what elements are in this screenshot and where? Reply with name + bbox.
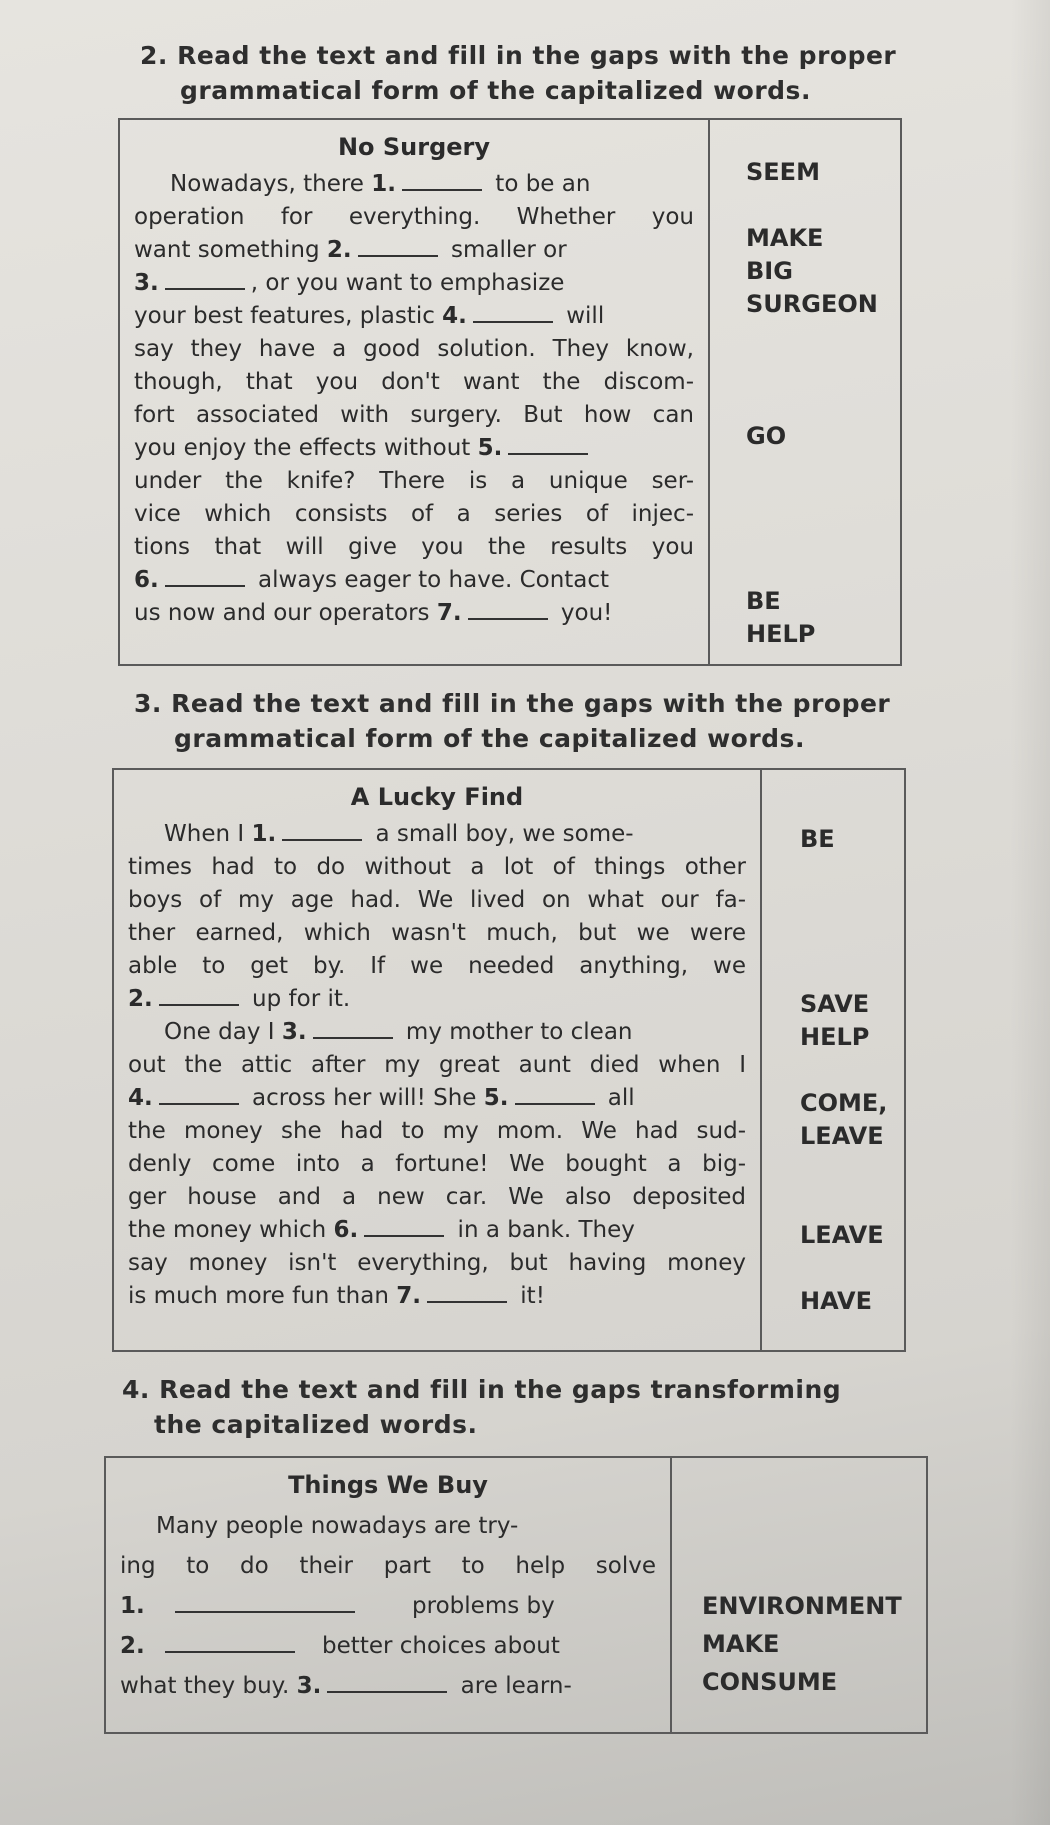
gap-number: 7. [396, 1283, 421, 1309]
task-2-title-line-1: 2. Read the text and fill in the gaps with the proper [140, 41, 897, 70]
text-fragment: always eager to have. Contact [250, 567, 610, 593]
text-line [134, 234, 694, 267]
text-line: tions that will give you the results you [134, 534, 694, 560]
text-fragment: a small boy, we some- [368, 821, 634, 847]
gap-number: 2. [120, 1633, 145, 1659]
text-fragment: all [600, 1085, 635, 1111]
text-fragment: the money which [128, 1217, 334, 1243]
answer-gap[interactable] [159, 1103, 239, 1105]
answer-gap[interactable] [515, 1103, 595, 1105]
text-fragment: When I [164, 821, 252, 847]
text-fragment: you! [553, 600, 613, 626]
answer-gap[interactable] [282, 839, 362, 841]
text-line: say money isn't everything, but having money [128, 1250, 746, 1276]
text-line [120, 1666, 656, 1706]
task-2-capitalized-words [710, 120, 900, 664]
text-line [120, 1586, 656, 1626]
task-3-box-title: A Lucky Find [350, 783, 524, 811]
text-fragment: my mother to clean [398, 1019, 633, 1045]
keyword-3: CONSUME [702, 1668, 838, 1696]
text-line [134, 564, 694, 597]
text-fragment: across her will! She [244, 1085, 484, 1111]
gap-number: 1. [251, 821, 277, 847]
text-fragment: are learn- [453, 1673, 572, 1699]
task-2-text-column [120, 120, 710, 664]
task-3-title-line-1: 3. Read the text and fill in the gaps with the proper [134, 689, 891, 718]
keyword-7: HAVE [800, 1287, 872, 1315]
task-4-title-line-2: the capitalized words. [154, 1410, 478, 1439]
task-2-title-line-2: grammatical form of the capitalized words. [180, 76, 811, 105]
text-line: say they have a good solution. They know, [134, 336, 694, 362]
text-line: ger house and a new car. We also deposited [128, 1184, 746, 1210]
text-fragment: Nowadays, there [170, 171, 372, 197]
task-2-box-title: No Surgery [337, 133, 491, 161]
text-fragment: will [558, 303, 605, 329]
gap-number: 6. [134, 567, 159, 593]
answer-gap[interactable] [427, 1301, 507, 1303]
keyword-3: HELP [800, 1023, 870, 1051]
text-line [128, 818, 746, 851]
task-4-capitalized-words [672, 1458, 926, 1732]
keyword-2: MAKE [746, 224, 824, 252]
answer-gap[interactable] [358, 255, 438, 257]
task-4-text-column [106, 1458, 672, 1732]
gap-number: 2. [128, 986, 153, 1012]
task-3-capitalized-words [762, 770, 904, 1350]
keyword-1: BE [800, 825, 835, 853]
text-line [128, 1016, 746, 1049]
keyword-6: BE [746, 587, 781, 615]
text-line [128, 1214, 746, 1247]
text-line: the money she had to my mom. We had sud- [128, 1118, 746, 1144]
gap-number: 5. [477, 435, 503, 461]
text-line: operation for everything. Whether you [134, 204, 694, 230]
text-line [134, 168, 694, 201]
keyword-7: HELP [746, 620, 816, 648]
text-line: out the attic after my great aunt died when I [128, 1052, 746, 1078]
text-line: boys of my age had. We lived on what our fa- [128, 887, 746, 913]
answer-gap[interactable] [175, 1611, 355, 1613]
gap-number: 3. [296, 1673, 322, 1699]
keyword-2: SAVE [800, 990, 870, 1018]
task-4-instructions [122, 1372, 841, 1442]
text-line: times had to do without a lot of things other [128, 854, 746, 880]
text-line [128, 1082, 746, 1115]
page-edge-shadow [1010, 0, 1050, 1825]
text-fragment: what they buy. [120, 1673, 297, 1699]
answer-gap[interactable] [165, 288, 245, 290]
task-3-text-column [114, 770, 762, 1350]
gap-number: 6. [333, 1217, 359, 1243]
text-fragment: problems by [404, 1593, 555, 1619]
answer-gap[interactable] [508, 453, 588, 455]
text-line: fort associated with surgery. But how can [134, 402, 694, 428]
task-4-title-line-1: 4. Read the text and fill in the gaps transforming [122, 1375, 842, 1404]
text-line: though, that you don't want the discom- [134, 369, 694, 395]
text-line: ther earned, which wasn't much, but we were [128, 920, 746, 946]
text-fragment: it! [512, 1283, 545, 1309]
gap-number: 4. [442, 303, 467, 329]
text-fragment: smaller or [443, 237, 567, 263]
text-fragment: your best features, plastic [134, 303, 443, 329]
keyword-1: SEEM [746, 158, 820, 186]
text-line [128, 983, 746, 1016]
answer-gap[interactable] [468, 618, 548, 620]
task-2-exercise-box [118, 118, 902, 666]
keyword-6: LEAVE [800, 1221, 884, 1249]
keyword-3: BIG [746, 257, 793, 285]
task-3-exercise-box [112, 768, 906, 1352]
task-4-exercise-box [104, 1456, 928, 1734]
task-3-title-line-2: grammatical form of the capitalized words. [174, 724, 805, 753]
answer-gap[interactable] [165, 1651, 295, 1653]
task-3-instructions [134, 686, 890, 756]
gap-number: 2. [326, 237, 352, 263]
gap-number: 3. [281, 1019, 307, 1045]
text-line [134, 300, 694, 333]
keyword-1: ENVIRONMENT [702, 1592, 902, 1620]
answer-gap[interactable] [159, 1004, 239, 1006]
keyword-4: COME, [800, 1089, 888, 1117]
text-fragment: One day I [164, 1019, 282, 1045]
answer-gap[interactable] [473, 321, 553, 323]
task-2-instructions [140, 38, 896, 108]
gap-number: 7. [436, 600, 462, 626]
gap-number: 4. [128, 1085, 153, 1111]
text-fragment: is much more fun than [128, 1283, 397, 1309]
task-4-box-title: Things We Buy [288, 1471, 488, 1499]
text-fragment: , or you want to emphasize [250, 270, 565, 296]
keyword-5: GO [746, 422, 787, 450]
text-fragment: better choices about [314, 1633, 560, 1659]
text-fragment: you enjoy the effects without [134, 435, 478, 461]
answer-gap[interactable] [327, 1691, 447, 1693]
text-fragment: up for it. [244, 986, 351, 1012]
text-line: vice which consists of a series of injec- [134, 501, 694, 527]
text-line [134, 597, 694, 630]
text-line [128, 1280, 746, 1313]
keyword-5: LEAVE [800, 1122, 884, 1150]
text-fragment: want something [134, 237, 327, 263]
text-fragment: us now and our operators [134, 600, 437, 626]
answer-gap[interactable] [313, 1037, 393, 1039]
gap-number: 3. [134, 270, 159, 296]
text-fragment: to be an [488, 171, 591, 197]
gap-number: 1. [120, 1593, 145, 1619]
text-line [134, 267, 694, 300]
gap-number: 5. [483, 1085, 509, 1111]
text-line: ing to do their part to help solve [120, 1553, 656, 1579]
gap-number: 1. [371, 171, 396, 197]
text-line [120, 1626, 656, 1666]
keyword-4: SURGEON [746, 290, 878, 318]
text-line: under the knife? There is a unique ser- [134, 468, 694, 494]
text-line: able to get by. If we needed anything, we [128, 953, 746, 979]
text-fragment: in a bank. They [450, 1217, 635, 1243]
keyword-2: MAKE [702, 1630, 780, 1658]
answer-gap[interactable] [165, 585, 245, 587]
answer-gap[interactable] [364, 1235, 444, 1237]
answer-gap[interactable] [402, 189, 482, 191]
text-line: denly come into a fortune! We bought a big- [128, 1151, 746, 1177]
text-line [134, 432, 694, 465]
text-line: Many people nowadays are try- [156, 1513, 519, 1539]
